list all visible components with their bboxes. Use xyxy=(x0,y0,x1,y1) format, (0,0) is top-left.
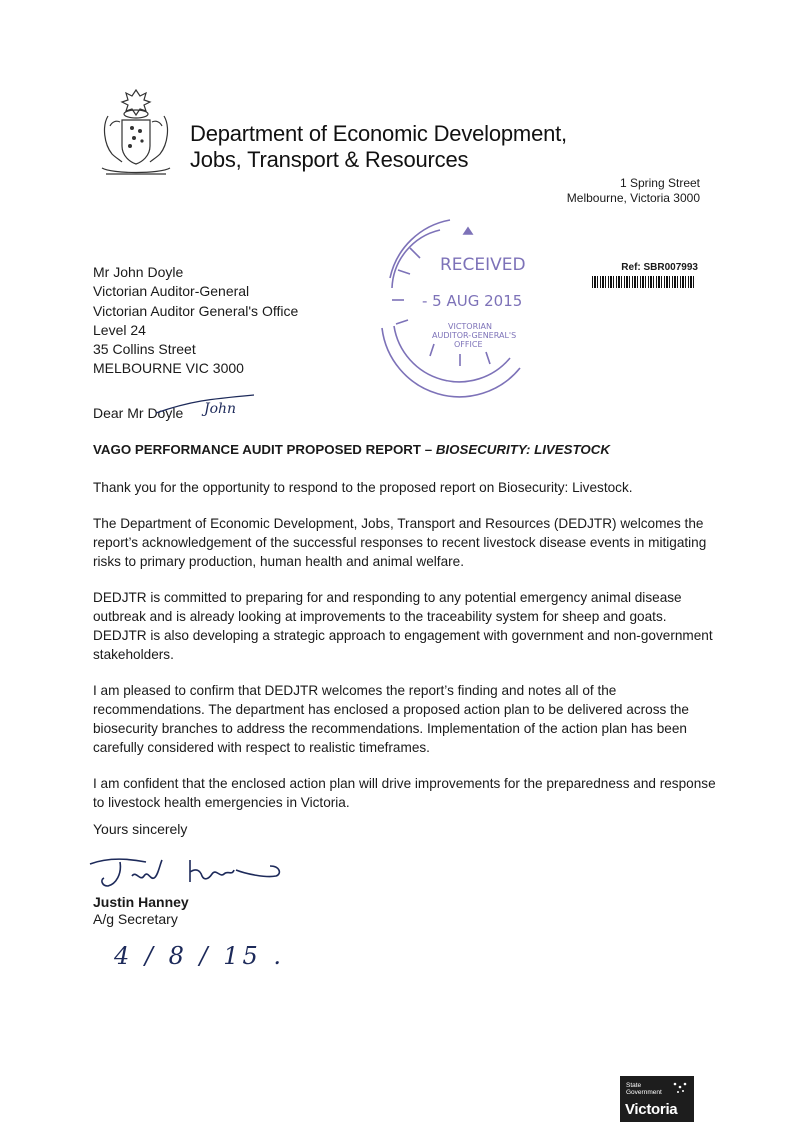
salutation: Dear Mr Doyle xyxy=(93,405,184,421)
stamp-org-2: AUDITOR-GENERAL'S xyxy=(432,331,517,340)
stamp-title: RECEIVED xyxy=(440,255,526,275)
southern-cross-icon xyxy=(672,1081,688,1095)
recipient-line: Victorian Auditor-General xyxy=(93,283,250,300)
stamp-org-3: OFFICE xyxy=(454,340,483,349)
handwritten-date xyxy=(110,934,286,974)
signer-title: A/g Secretary xyxy=(93,911,178,927)
subject-line xyxy=(93,442,610,457)
state-government-victoria-logo xyxy=(620,1076,694,1122)
reference-number: Ref: SBR007993 xyxy=(621,262,698,273)
signature xyxy=(86,850,286,898)
department-line-2: Jobs, Transport & Resources xyxy=(190,147,469,172)
paragraph: The Department of Economic Development, Jobs, Transport and Resources (DEDJTR) welcomes the report’s acknowledgement of the successful responses to recent livestock disease events in mitigating risks to primary production, human health and animal welfare. xyxy=(93,516,707,569)
paragraph: DEDJTR is committed to preparing for and responding to any potential emergency animal disease outbreak and is already looking at improvements to the traceability system for sheep and goats. DEDJTR is also developing a strategic approach to engagement with government and non-government stakeholders. xyxy=(93,590,713,662)
recipient-line: 35 Collins Street xyxy=(93,341,196,358)
paragraph: I am confident that the enclosed action plan will drive improvements for the preparedness and response to livestock health emergencies in Victoria. xyxy=(93,776,716,810)
recipient-line: Level 24 xyxy=(93,321,146,338)
paragraph: I am pleased to confirm that DEDJTR welcomes the report’s finding and notes all of the recommendations. The department has enclosed a proposed action plan to be delivered across the biosecurity branches to address the recommendations. Implementation of the action plan has been carefully considered with respect to realistic timeframes. xyxy=(93,683,689,755)
handwritten-date-text: 4 / 8 / 15 . xyxy=(114,942,286,970)
received-stamp xyxy=(370,208,540,388)
recipient-address xyxy=(93,263,298,379)
stamp-org-1: VICTORIAN xyxy=(448,322,492,331)
closing: Yours sincerely xyxy=(93,821,188,837)
address-line-2: Melbourne, Victoria 3000 xyxy=(566,191,700,205)
recipient-line: Victorian Auditor General's Office xyxy=(93,302,299,319)
subject-prefix: VAGO PERFORMANCE AUDIT PROPOSED REPORT – xyxy=(93,442,436,457)
department-line-1: Department of Economic Development, xyxy=(190,121,567,146)
subject-emphasis: BIOSECURITY: LIVESTOCK xyxy=(435,442,610,457)
logo-small-text xyxy=(626,1082,662,1096)
letter-body xyxy=(93,478,718,829)
address-line-1: 1 Spring Street xyxy=(619,176,700,190)
barcode-icon xyxy=(592,276,696,288)
signer-name: Justin Hanney xyxy=(93,894,189,910)
paragraph: Thank you for the opportunity to respond to the proposed report on Biosecurity: Livestock. xyxy=(93,480,633,495)
recipient-line: MELBOURNE VIC 3000 xyxy=(93,360,244,377)
stamp-date: - 5 AUG 2015 xyxy=(422,292,523,310)
recipient-line: Mr John Doyle xyxy=(93,264,184,280)
sender-address xyxy=(567,176,700,206)
logo-line-2: Government xyxy=(626,1089,662,1096)
salutation-handwriting xyxy=(150,393,260,421)
coat-of-arms-icon xyxy=(96,86,176,182)
reference xyxy=(592,262,698,288)
department-name xyxy=(190,121,567,173)
logo-victoria-text: Victoria xyxy=(625,1101,678,1118)
salutation-handwritten-name: John xyxy=(204,401,237,417)
logo-line-1: State xyxy=(626,1082,642,1089)
